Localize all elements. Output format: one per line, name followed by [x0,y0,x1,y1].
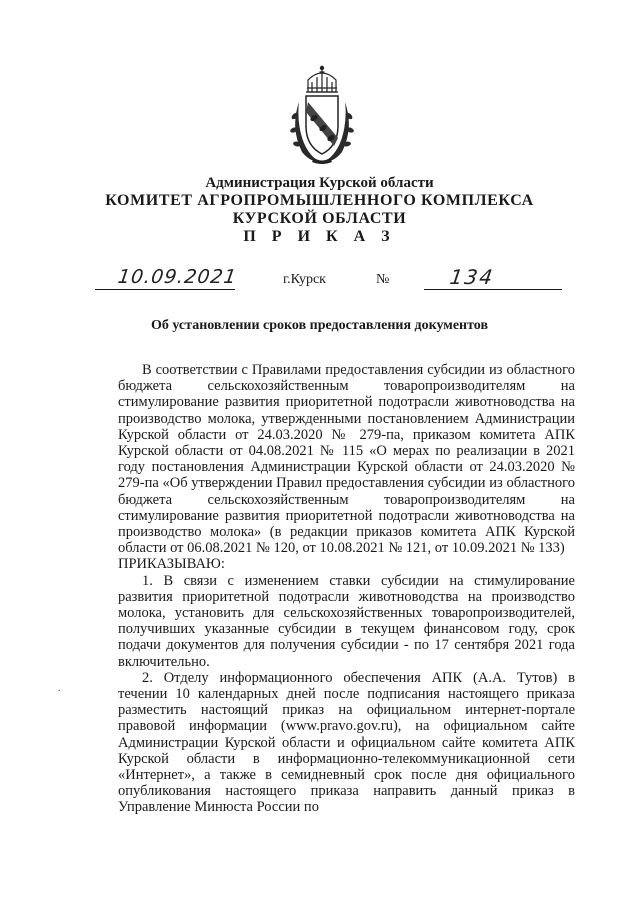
document-date: 10.09.2021 [116,266,239,288]
scan-speck: . [58,683,61,694]
order-item-1: 1. В связи с изменением ставки субсидии на стимулирование развития приоритетной подотрасли животноводства на производство молока, установить для сельскохозяйственных товаропроизводителей, получивших указанные субсидии в текущем финансовом году, срок подачи документов для получения субсидии - по 17 сентября 2021 года включительно. [118,572,575,670]
document-city: г.Курск [283,272,326,287]
region-title: КУРСКОЙ ОБЛАСТИ [232,210,407,227]
document-number: 134 [448,265,496,289]
administration-title: Администрация Курской области [205,175,434,191]
committee-title: КОМИТЕТ АГРОПРОМЫШЛЕННОГО КОМПЛЕКСА [105,192,534,209]
order-item-2: 2. Отделу информационного обеспечения АПК (А.А. Тутов) в течении 10 календарных дней после подписания настоящего приказа разместить настоящий приказ на официальном интернет-портале правовой информации (www.pravo.gov.ru), на официальном сайте Администрации Курской области и официальном сайте комитета АПК Курской области в информационно-телекоммуникационной сети «Интернет», а также в семидневный срок после дня официального опубликования настоящего приказа направить данный приказ в Управление Минюста России по [118,669,575,816]
number-sign: № [376,272,390,287]
date-underline [95,289,235,290]
order-word: ПРИКАЗЫВАЮ: [118,556,225,573]
document-subject: Об установлении сроков предоставления документов [150,318,489,333]
kursk-coat-of-arms-emblem [286,62,358,166]
document-body [118,362,575,816]
document-type-title: П Р И К А З [243,228,396,245]
number-underline [424,289,562,290]
preamble-paragraph: В соответствии с Правилами предоставления субсидии из областного бюджета сельскохозяйственным товаропроизводителям на стимулирование развития приоритетной подотрасли животноводства на производство молока, утвержденными постановлением Администрации Курской области от 24.03.2020 № 279-па, приказом комитета АПК Курской области от 04.08.2021 № 115 «О мерах по реализации в 2021 году постановления Администрации Курской области от 24.03.2020 № 279-па «Об утверждении Правил предоставления субсидии из областного бюджета сельскохозяйственным товаропроизводителям на стимулирование развития приоритетной подотрасли животноводства на производство молока» (в редакции приказов комитета АПК Курской области от 06.08.2021 № 120, от 10.08.2021 № 121, от 10.09.2021 № 133) [118,362,575,557]
